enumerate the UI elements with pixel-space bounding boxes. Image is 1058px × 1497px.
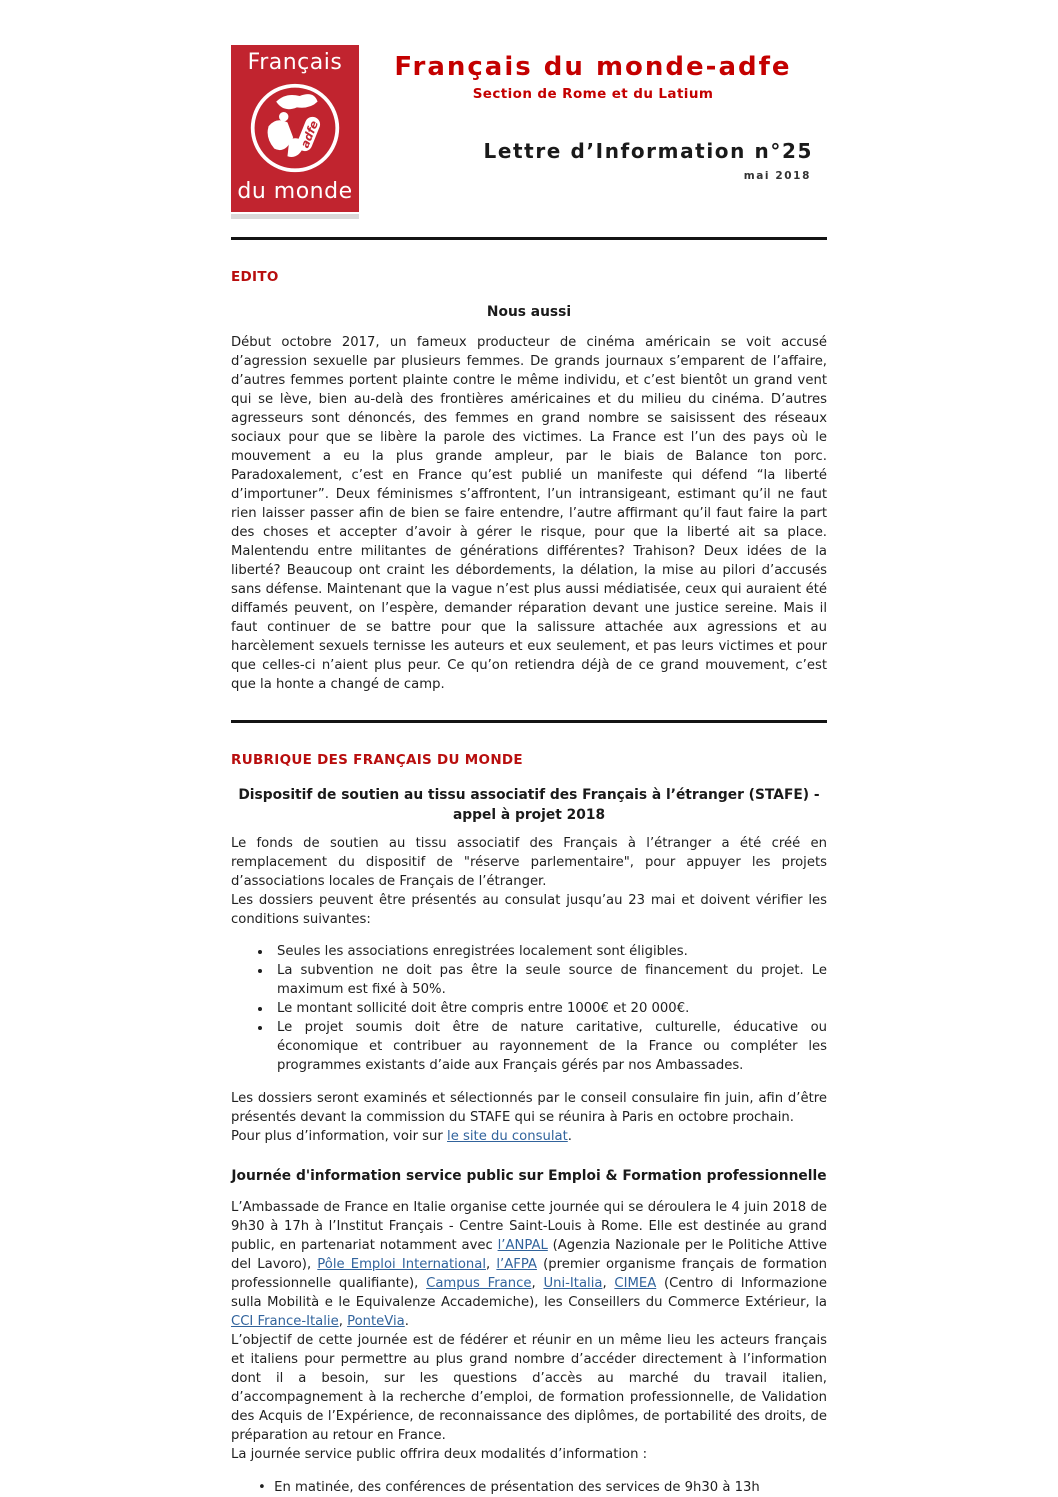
newsletter-subtitle: Section de Rome et du Latium — [472, 86, 714, 102]
logo-bottom-text: du monde — [237, 179, 353, 204]
truncated-bullet-line: • En matinée, des conférences de présentation des services de 9h30 à 13h — [258, 1478, 827, 1497]
link-anpal[interactable]: l’ANPAL — [497, 1238, 548, 1253]
journee-text: (Agenzia Nazionale per le Politiche Attive del Lavoro), — [231, 1238, 827, 1272]
stafe-outro-2 — [231, 1127, 827, 1146]
link-cci-france-italie[interactable]: CCI France-Italie — [231, 1314, 339, 1329]
newsletter-header — [231, 0, 827, 219]
list-item: • La subvention ne doit pas être la seule source de financement du projet. Le maximum est fixé à 50%. — [272, 961, 827, 999]
journee-text: L’Ambassade de France en Italie organise cette journée qui se déroulera le 4 juin 2018 de 9h30 à 17h à l’Institut Français - Centre Saint-Louis à Rome. Elle est destinée au grand public, en partenariat notamment avec — [231, 1200, 827, 1253]
logo-badge-text: adfe — [298, 118, 322, 150]
section-label-rubrique: RUBRIQUE DES FRANÇAIS DU MONDE — [231, 752, 523, 768]
link-afpa[interactable]: l’AFPA — [496, 1257, 537, 1272]
link-pontevia[interactable]: PonteVia — [347, 1314, 405, 1329]
bottom-truncated-line-mask — [231, 1478, 827, 1495]
stafe-intro-1: Le fonds de soutien au tissu associatif des Français à l’étranger a été créé en remplacement du dispositif de "réserve parlementaire", pour appuyer les projets d’associations locales de Français de l’étranger. — [231, 836, 827, 889]
journee-text: . — [404, 1314, 409, 1329]
logo-top-text: Français — [247, 50, 343, 75]
journee-intro-paragraph — [231, 1198, 827, 1331]
edito-body: Début octobre 2017, un fameux producteur de cinéma américain se voit accusé d’agression sexuelle par plusieurs femmes. De grands journaux s’emparent de l’affaire, d’autres femmes portent plainte contre le même individu, et c’est bientôt un grand vent qui se lève, bien au-delà des frontières américaines et du milieu du cinéma. D’autres agresseurs sont dénoncés, des femmes en grand nombre se saisissent des réseaux sociaux pour que se libère la parole des victimes. La France est l’un des pays où le mouvement a eu la plus grande ampleur, par le biais de Balance ton porc. Paradoxalement, c’est en France qu’est publié un manifeste qui défend “la liberté d’importuner”. Deux féminismes s’affrontent, l’un intransigeant, estimant qu’il ne faut rien laisser passer afin de bien se faire entendre, l’autre affirmant qu’il faut faire la part des choses et accepter d’avoir à gérer le risque, pour que la liberté ait sa place. Malentendu entre militantes de générations différentes? Trahison? Deux idées de la liberté? Beaucoup ont craint les débordements, la délation, la mise au pilori d’accusés sans défense. Maintenant que la vague n’est plus aussi médiatisée, ceux qui auraient été diffamés peuvent, on l’espère, demander réparation devant une justice sereine. Mais il faut continuer de se battre pour que la salissure attachée aux agressions et au harcèlement sexuels ternisse les auteurs et eux seulement, et pas leurs victimes et pour que celles-ci n’aient plus peur. Ce qu’on retiendra déjà de ce grand mouvement, c’est que la honte a changé de camp. — [231, 335, 827, 692]
section-edito — [231, 268, 827, 694]
newsletter-title: Français du monde-adfe — [394, 52, 792, 82]
link-site-du-consulat[interactable]: le site du consulat — [447, 1129, 568, 1144]
journee-modalites: La journée service public offrira deux modalités d’information : — [231, 1447, 648, 1462]
logo — [231, 45, 359, 219]
link-uni-italia[interactable]: Uni-Italia — [543, 1276, 603, 1291]
list-item: • Le projet soumis doit être de nature caritative, culturelle, éducative ou économique et contribuer au rayonnement de la France ou compléter les programmes existants d’aide aux Français gérés par nos Ambassades. — [272, 1018, 827, 1075]
section-rubrique — [231, 751, 827, 1495]
link-cimea[interactable]: CIMEA — [614, 1276, 657, 1291]
list-item: • Seules les associations enregistrées localement sont éligibles. — [272, 942, 827, 961]
divider-middle — [231, 720, 827, 723]
journee-text: , — [602, 1276, 615, 1291]
newsletter-date: mai 2018 — [743, 170, 811, 182]
link-campus-france[interactable]: Campus France — [426, 1276, 532, 1291]
stafe-outro-suffix: . — [567, 1129, 572, 1144]
journee-text: , — [338, 1314, 348, 1329]
list-item: • Le montant sollicité doit être compris entre 1000€ et 20 000€. — [272, 999, 827, 1018]
newsletter-issue: Lettre d’Information n°25 — [483, 139, 813, 163]
edito-article-title: Nous aussi — [486, 304, 572, 320]
section-label-edito: EDITO — [231, 269, 279, 285]
journee-objective: L’objectif de cette journée est de fédérer et réunir en un même lieu les acteurs français et italiens pour permettre au plus grand nombre d’accéder directement à l’information dont il a besoin, sur les questions d’accès au marché du travail italien, d’accompagnement à la recherche d’emploi, de formation professionnelle, de Validation des Acquis de l’Expérience, de reconnaissance des diplômes, de portabilité des droits, de préparation au retour en France. — [231, 1333, 827, 1443]
globe-icon — [248, 81, 342, 175]
journee-text: , — [531, 1276, 544, 1291]
journee-text: (premier organisme français de formation professionnelle qualifiante), — [231, 1257, 827, 1291]
link-pole-emploi-international[interactable]: Pôle Emploi International — [317, 1257, 487, 1272]
journee-text: , — [486, 1257, 497, 1272]
journee-text: (Centro di Informazione sulla Mobilità e le Equivalenze Accademiche), les Conseillers du Commerce Extérieur, la — [231, 1276, 827, 1310]
stafe-outro-prefix: Pour plus d’information, voir sur — [231, 1129, 448, 1144]
stafe-outro-1: Les dossiers seront examinés et sélectionnés par le conseil consulaire fin juin, afin d’être présentés devant la commission du STAFE qui se réunira à Paris en octobre prochain. — [231, 1091, 827, 1125]
divider-top — [231, 237, 827, 240]
stafe-title: Dispositif de soutien au tissu associatif des Français à l’étranger (STAFE) - appel à projet 2018 — [238, 787, 820, 823]
stafe-intro-2: Les dossiers peuvent être présentés au consulat jusqu’au 23 mai et doivent vérifier les conditions suivantes: — [231, 893, 827, 927]
stafe-conditions-list — [272, 942, 827, 1075]
journee-title: Journée d'information service public sur Emploi & Formation professionnelle — [231, 1168, 827, 1184]
logo-shadow — [231, 214, 359, 219]
